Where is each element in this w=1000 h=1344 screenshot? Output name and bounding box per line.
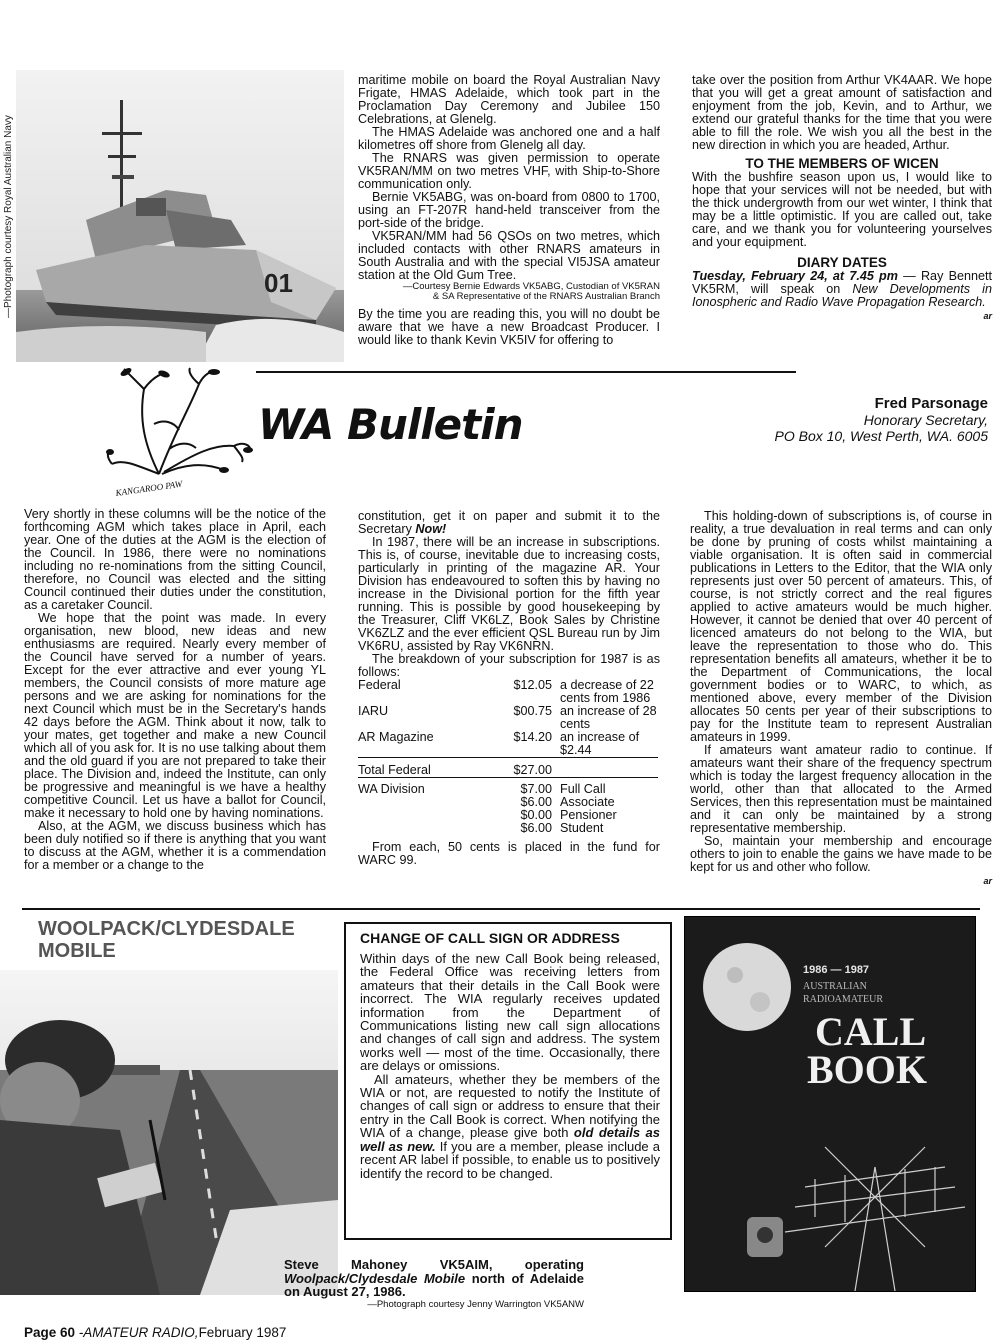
callbook-title-1: CALL	[815, 1009, 927, 1054]
call-sign-notice-box	[344, 922, 672, 1240]
ship-pennant: 01	[264, 268, 293, 298]
paragraph: The breakdown of your subscription for 1987 is as follows:	[358, 652, 660, 679]
table-row: Federal $12.05 a decrease of 22 cents from 1986	[358, 678, 654, 705]
paragraph: take over the position from Arthur VK4AAR. We hope that you will get a great amount of satisfaction and enjoyment from the job, Kevin, and to Arthur, we extend our grateful thanks for the time that you were able to fill the role. We wish you all the best in the new direction in which you are headed, Arthur.	[692, 73, 992, 152]
bernie-credit-2: & SA Representative of the RNARS Australian Branch	[432, 291, 660, 302]
table-row: $6.00 Student	[520, 821, 604, 835]
paragraph: The HMAS Adelaide was anchored one and a half kilometres off shore from Glenelg all day.	[358, 125, 660, 152]
paragraph: From each, 50 cents is placed in the fund for WARC 99.	[358, 840, 660, 867]
table-row: WA Division $7.00 Full Call	[358, 782, 606, 796]
paragraph: With the bushfire season upon us, I would like to hope that your services will not be needed, but with the thick undergrowth from our wet winter, I think that may be a little optimistic. If you are called out, take care, and we thank you for volunteering yourselves and your equipment.	[692, 170, 992, 249]
diary-date: Tuesday, February 24, at 7.45 pm	[692, 269, 898, 283]
callbook-years: 1986 — 1987	[803, 964, 870, 976]
paragraph: So, maintain your membership and encourage others to join to enable the gains we have made to be kept for us and other who follow.	[690, 834, 992, 874]
paragraph: If amateurs want amateur radio to continue. If amateurs want their share of the frequency spectrum which is today the largest frequency allocation in the world, other than that allocated to the Armed Services, then this representation must be maintained and it can only be maintained by a strong representative membership.	[690, 743, 992, 835]
paragraph: Within days of the new Call Book being released, the Federal Office was receiving letters from amateurs that their details in the Call Book were incorrect. The WIA regularly receives updated information from the Department of Communications listing new call sign allocations and changes of call sign and address. The system works well — most of the time. Occasionally, there are delays or omissions.	[360, 951, 660, 1074]
kangaroo-paw-caption: KANGAROO PAW	[114, 478, 183, 498]
page-footer	[24, 1326, 286, 1339]
paragraph: Bernie VK5ABG, was on-board from 0800 to 1700, using an FT-207R hand-held transceiver from the port-side of the bridge.	[358, 190, 660, 230]
footer-date: February 1987	[198, 1325, 287, 1340]
table-row: AR Magazine $14.20 an increase of $2.44	[358, 730, 640, 757]
paragraph: Very shortly in these columns will be the notice of the forthcoming AGM which takes place in April, each year. One of the duties at the AGM is the election of the Council. In 1986, there were no nominations including no re-nominations from the sitting Council, therefore, no Council was elected and the sitting Council continued their duties under the constitution, as a caretaker Council.	[24, 507, 326, 612]
callbook-subtitle-1: AUSTRALIAN	[803, 981, 867, 992]
kangaroo-paw-illustration	[104, 364, 254, 504]
ship-photo	[16, 70, 344, 362]
footer-magazine: -AMATEUR RADIO,	[75, 1325, 199, 1340]
paragraph: The RNARS was given permission to operate VK5RAN/MM on two metres VHF, with Ship-to-Shore communication only.	[358, 151, 660, 191]
author-address: PO Box 10, West Perth, WA. 6005	[774, 428, 988, 444]
paragraph: We hope that the point was made. In every organisation, new blood, new ideas and new enthusiasms are required. Nearly every member of the Council have served for a number of years. Except for the ever attractive and ever young YL members, the Council consists of more mature age persons and we are asking for nominations for the next Council which must be in the Secretary's hands 42 days before the AGM. Think about it now, talk to your mates, get together and make a new Council which all of you ask for. It is no use talking about them and the old guard if you are not prepared to take their place. The Division and, indeed the Institute, can only be progressive and meaningful is we have a healthy competitive Council. Let us have a ballot for Council, make it necessary to hold one by having nominations.	[24, 611, 326, 820]
paragraph: All amateurs, whether they be members of the WIA or not, are requested to notify the Institute of changes of call sign or address to ensure that their entry in the Call Book is correct. When notifying the WIA of a change, please give both old details as well as new. If you are a member, please include a recent AR label if possible, to enable us to positively identify the record to be changed.	[360, 1071, 660, 1181]
wa-column-3	[690, 510, 992, 888]
ar-mark: ar	[983, 311, 992, 321]
now-emphasis: Now!	[415, 522, 447, 536]
woolpack-credit: —Photograph courtesy Jenny Warrington VK5ANW	[367, 1299, 584, 1310]
diary-text: — Ray Bennett VK5RM, will speak on	[692, 269, 992, 296]
wicen-heading: TO THE MEMBERS OF WICEN	[745, 156, 939, 171]
table-row-total: Total Federal $27.00	[358, 762, 552, 777]
table-row: IARU $00.75 an increase of 28 cents	[358, 704, 657, 731]
paragraph: By the time you are reading this, you will no doubt be aware that we have a new Broadcast Producer. I would like to thank Kevin VK5IV for offering to	[358, 307, 660, 347]
header-rule	[256, 371, 796, 373]
paragraph: This holding-down of subscriptions is, of course in reality, a true devaluation in real terms and can only be done by pruning of costs whilst maintaining a viable organisation. It is often said in commercial publications in Letters to the Editor, that the WIA only represents just over 50 percent of amateurs. This, of course, is not strictly correct and the real figures applied to active amateurs would be much higher. However, it cannot be denied that over 40 percent of licenced amateurs do not belong to the WIA, but leave the representation to those who do. This representation benefits all amateurs, whether it be to the Department of Communications, the local government bodies or to WARC, to which, as mentioned above, every member of the Division allocates 50 cents per year of their subscriptions to pay for the Institute team to represent Australian amateurs in 1999.	[690, 509, 992, 744]
woolpack-heading	[38, 918, 295, 962]
paragraph: constitution, get it on paper and submit it to the Secretary Now!	[358, 509, 660, 536]
paragraph: In 1987, there will be an increase in subscriptions. This is, of course, inevitable due to increasing costs, particularly in printing of the magazine AR. Your Division has endeavoured to soften this by having no increase in the Divisional portion for the fifth year running. This is possible by good housekeeping by the Treasurer, Cliff VK6LZ, Book Sales by Christine VK6ZLZ and the ever efficient QSL Bureau run by Jim VK6RU, assisted by Ray VK6NRN.	[358, 535, 660, 653]
photo-credit-ship: —Photograph courtesy Royal Australian Navy	[3, 115, 14, 318]
top-column-2	[358, 74, 660, 347]
diary-heading: DIARY DATES	[797, 255, 887, 270]
author-role: Honorary Secretary,	[863, 412, 988, 428]
diary-topic: New Developments in Ionospheric and Radio Wave Propagation Research.	[692, 282, 992, 309]
woolpack-heading-line-1: WOOLPACK/CLYDESDALE	[38, 918, 295, 940]
diary-entry	[692, 270, 992, 309]
paragraph: Also, at the AGM, we discuss business which has been duly notified so if there is anything that you want to discuss at the AGM, whether it is a commendation for a member or a change to the	[24, 819, 326, 872]
wa-column-1	[24, 508, 326, 872]
table-row: $0.00 Pensioner	[520, 808, 617, 822]
paragraph: maritime mobile on board the Royal Australian Navy Frigate, HMAS Adelaide, which took part in the Proclamation Day Ceremony and Jubilee 150 Celebrations, at Glenelg.	[358, 73, 660, 126]
callbook-subtitle-2: RADIOAMATEUR	[803, 994, 883, 1005]
ar-mark: ar	[983, 876, 992, 886]
wa-column-2	[358, 510, 660, 867]
wa-bulletin-title: WA Bulletin	[258, 400, 523, 449]
paragraph: VK5RAN/MM had 56 QSOs on two metres, which included contacts with other RNARS amateurs in South Australia and with the special VI5JSA amateur station at the Old Gum Tree.	[358, 229, 660, 282]
footer-page: Page 60	[24, 1325, 76, 1340]
top-column-3	[692, 74, 992, 323]
subscription-table	[358, 679, 658, 841]
table-row: $6.00 Associate	[520, 795, 615, 809]
woolpack-photo	[0, 970, 338, 1295]
author-block	[720, 396, 988, 444]
bernie-credit-1: —Courtesy Bernie Edwards VK5ABG, Custodian of VK5RAN	[402, 281, 660, 292]
woolpack-caption: Steve Mahoney VK5AIM, operating Woolpack/Clydesdale Mobile north of Adelaide on August 27, 1986.	[284, 1257, 584, 1299]
old-and-new-emphasis: old details as well as new.	[360, 1125, 660, 1154]
section-rule	[22, 908, 980, 910]
author-name: Fred Parsonage	[874, 395, 988, 412]
call-book-cover	[684, 916, 976, 1292]
woolpack-heading-line-2: MOBILE	[38, 940, 116, 962]
callbook-title-2: BOOK	[807, 1047, 928, 1092]
callsign-heading: CHANGE OF CALL SIGN OR ADDRESS	[360, 930, 620, 946]
